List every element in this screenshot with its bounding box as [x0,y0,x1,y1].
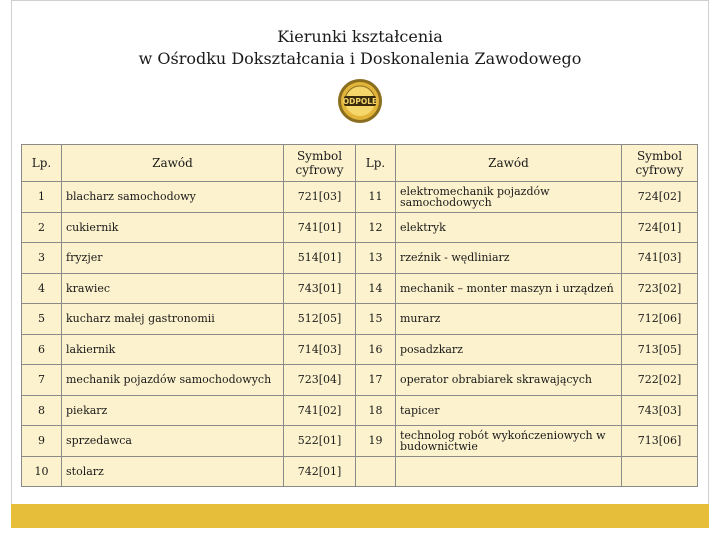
table-row [22,273,698,304]
cell-symbol-2: 713[05] [622,334,698,365]
cell-symbol: 741[02] [284,395,356,426]
cell-symbol: 512[05] [284,304,356,335]
logo-text: ODPOLE [342,97,378,106]
cell-lp-2: 14 [356,273,396,304]
page-title-line-1: Kierunki kształcenia [277,27,443,46]
cell-zawod-2: elektromechanik pojazdów samochodowych [396,182,622,213]
cell-lp-2: 18 [356,395,396,426]
cell-zawod: fryzjer [62,243,284,274]
cell-symbol: 741[01] [284,212,356,243]
cell-symbol: 723[04] [284,365,356,396]
cell-zawod: sprzedawca [62,426,284,457]
cell-symbol-2 [622,456,698,487]
cell-zawod: kucharz małej gastronomii [62,304,284,335]
cell-symbol: 742[01] [284,456,356,487]
header-zawod: Zawód [62,145,284,182]
table-row [22,456,698,487]
cell-zawod: piekarz [62,395,284,426]
cell-symbol-2: 724[01] [622,212,698,243]
cell-symbol-2: 724[02] [622,182,698,213]
cell-symbol: 522[01] [284,426,356,457]
cell-lp-2: 16 [356,334,396,365]
cell-zawod: blacharz samochodowy [62,182,284,213]
header-lp-2: Lp. [356,145,396,182]
cell-lp: 8 [22,395,62,426]
cell-lp-2: 19 [356,426,396,457]
cell-symbol-2: 712[06] [622,304,698,335]
cell-lp-2: 13 [356,243,396,274]
cell-symbol-2: 741[03] [622,243,698,274]
cell-zawod: lakiernik [62,334,284,365]
cell-symbol: 514[01] [284,243,356,274]
cell-zawod: stolarz [62,456,284,487]
cell-symbol-2: 722[02] [622,365,698,396]
cell-lp: 10 [22,456,62,487]
cell-symbol: 714[03] [284,334,356,365]
cell-symbol-2: 713[06] [622,426,698,457]
header-symbol: Symbol cyfrowy [284,145,356,182]
table-row [22,243,698,274]
cell-zawod-2: murarz [396,304,622,335]
cell-zawod: krawiec [62,273,284,304]
cell-lp-2: 15 [356,304,396,335]
cell-lp-2 [356,456,396,487]
professions-table [21,144,698,487]
table-row [22,365,698,396]
table-row [22,334,698,365]
page-title-line-2: w Ośrodku Dokształcania i Doskonalenia Zawodowego [138,49,582,68]
cell-zawod-2: operator obrabiarek skrawających [396,365,622,396]
cell-zawod: mechanik pojazdów samochodowych [62,365,284,396]
cell-lp: 3 [22,243,62,274]
cell-lp: 5 [22,304,62,335]
cell-zawod-2 [396,456,622,487]
cell-zawod-2: posadzkarz [396,334,622,365]
cell-lp-2: 17 [356,365,396,396]
cell-lp: 1 [22,182,62,213]
cell-zawod-2: elektryk [396,212,622,243]
cell-zawod-2: tapicer [396,395,622,426]
cell-lp-2: 11 [356,182,396,213]
cell-lp: 4 [22,273,62,304]
cell-lp-2: 12 [356,212,396,243]
cell-symbol: 743[01] [284,273,356,304]
cell-lp: 6 [22,334,62,365]
table-header-row [22,145,698,182]
cell-lp: 9 [22,426,62,457]
cell-zawod: cukiernik [62,212,284,243]
cell-zawod-2: technolog robót wykończeniowych w budownictwie [396,426,622,457]
table-row [22,426,698,457]
header-symbol-2: Symbol cyfrowy [622,145,698,182]
header-zawod-2: Zawód [396,145,622,182]
table-row [22,395,698,426]
cell-zawod-2: mechanik – monter maszyn i urządzeń [396,273,622,304]
footer-bar [11,504,709,528]
cell-symbol: 721[03] [284,182,356,213]
table-row [22,212,698,243]
cell-lp: 7 [22,365,62,396]
cell-symbol-2: 743[03] [622,395,698,426]
cell-symbol-2: 723[02] [622,273,698,304]
header-lp: Lp. [22,145,62,182]
odpole-logo [337,78,383,124]
table-row [22,182,698,213]
cell-lp: 2 [22,212,62,243]
table-row [22,304,698,335]
cell-zawod-2: rzeźnik - wędliniarz [396,243,622,274]
